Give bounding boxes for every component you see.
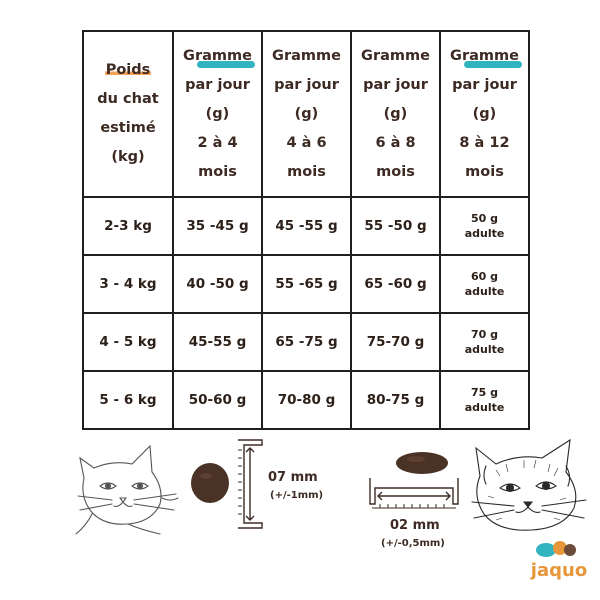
header-line: Gramme [272, 47, 341, 64]
header-weight-line2: du chat [97, 91, 159, 107]
header-weight-line1: Poids [105, 62, 151, 78]
header-line: 2 à 4 [197, 134, 238, 151]
header-line: Gramme [361, 47, 430, 64]
cell-amount: 65 -75 g [262, 313, 351, 371]
horizontal-ruler-icon [366, 476, 462, 516]
header-line: (g) [383, 105, 408, 122]
cell-adult [440, 371, 529, 429]
header-line: par jour [274, 76, 339, 93]
header-line: mois [287, 163, 326, 180]
header-line: (g) [472, 105, 497, 122]
header-line: (g) [294, 105, 319, 122]
table-row [83, 313, 529, 371]
feeding-table [82, 30, 530, 430]
cell-weight: 4 - 5 kg [83, 313, 173, 371]
header-gramme-underlined: Gramme [183, 47, 252, 64]
width-measure-tolerance: (+/-0,5mm) [381, 538, 445, 549]
cell-adult-amount: 75 g [470, 386, 498, 399]
header-weight-line3: estimé [100, 120, 156, 136]
cell-amount: 45 -55 g [262, 197, 351, 255]
header-line: par jour [452, 76, 517, 93]
header-4-6-months [262, 31, 351, 197]
cell-adult-label: adulte [464, 285, 505, 298]
table-header-row [83, 31, 529, 197]
cell-adult [440, 197, 529, 255]
header-gramme-underlined: Gramme [450, 47, 519, 64]
cell-amount: 75-70 g [351, 313, 440, 371]
cell-adult-label: adulte [464, 343, 505, 356]
cat-sketch-left-icon [72, 438, 184, 536]
header-8-12-months [440, 31, 529, 197]
header-weight-line4: (kg) [111, 149, 145, 165]
height-measure-value: 07 mm [268, 470, 318, 485]
header-line: 8 à 12 [459, 134, 510, 151]
vertical-ruler-icon [222, 436, 272, 532]
cell-adult-amount: 50 g [470, 212, 498, 225]
cell-amount: 70-80 g [262, 371, 351, 429]
header-line: mois [376, 163, 415, 180]
cell-adult-amount: 70 g [470, 328, 498, 341]
cell-adult-label: adulte [464, 401, 505, 414]
cell-amount: 55 -65 g [262, 255, 351, 313]
cell-adult [440, 313, 529, 371]
cell-amount: 35 -45 g [173, 197, 262, 255]
cell-adult [440, 255, 529, 313]
header-line: 4 à 6 [286, 134, 327, 151]
header-line: 6 à 8 [375, 134, 416, 151]
cell-amount: 80-75 g [351, 371, 440, 429]
header-2-4-months [173, 31, 262, 197]
cell-weight: 3 - 4 kg [83, 255, 173, 313]
cell-amount: 55 -50 g [351, 197, 440, 255]
table-row [83, 371, 529, 429]
cell-amount: 50-60 g [173, 371, 262, 429]
cell-weight: 5 - 6 kg [83, 371, 173, 429]
cell-amount: 45-55 g [173, 313, 262, 371]
table-row [83, 255, 529, 313]
cell-adult-label: adulte [464, 227, 505, 240]
height-measure-tolerance: (+/-1mm) [270, 490, 324, 501]
cell-amount: 65 -60 g [351, 255, 440, 313]
header-line: par jour [185, 76, 250, 93]
logo-text: jaquo [530, 560, 588, 581]
header-line: (g) [205, 105, 230, 122]
header-line: mois [198, 163, 237, 180]
header-line: mois [465, 163, 504, 180]
jaquo-logo-icon [524, 536, 594, 586]
table-row [83, 197, 529, 255]
header-weight [83, 31, 173, 197]
cell-adult-amount: 60 g [470, 270, 498, 283]
cell-weight: 2-3 kg [83, 197, 173, 255]
kibble-side-icon [394, 450, 450, 476]
header-6-8-months [351, 31, 440, 197]
header-line: par jour [363, 76, 428, 93]
width-measure-value: 02 mm [390, 518, 440, 533]
cell-amount: 40 -50 g [173, 255, 262, 313]
cat-sketch-right-icon [466, 436, 590, 536]
